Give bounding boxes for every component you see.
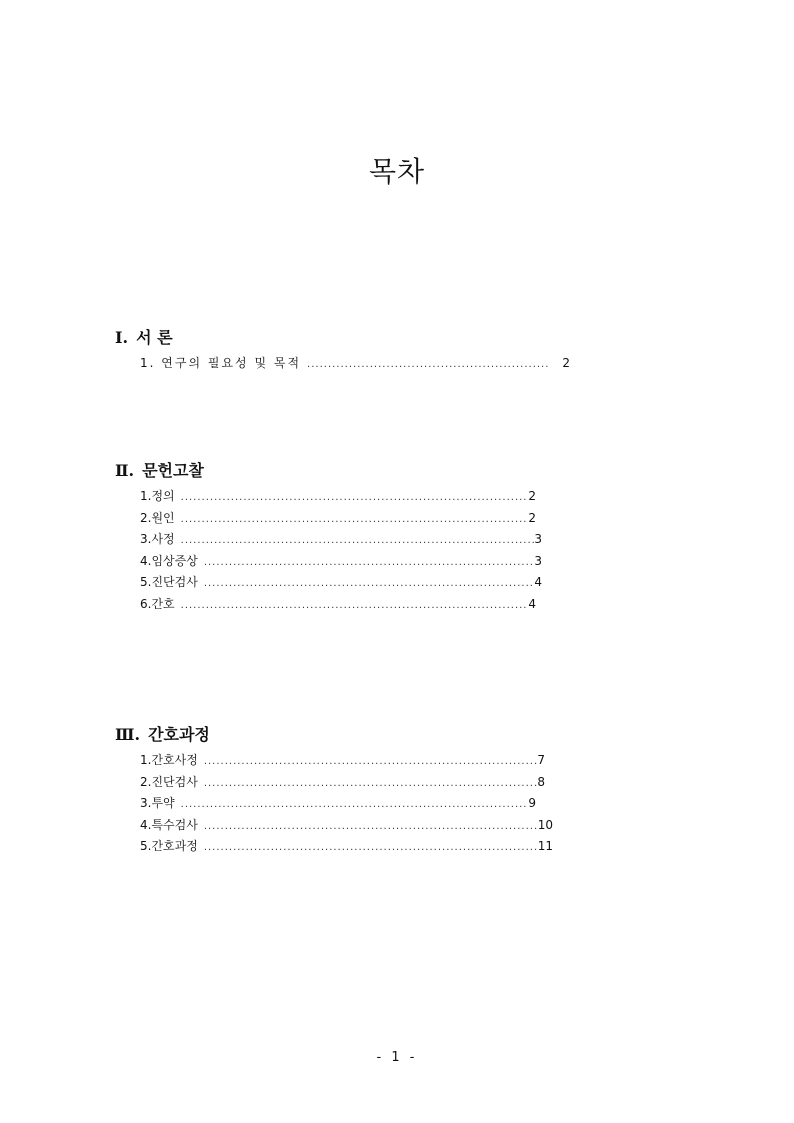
toc-entry-label: 5.간호과정: [140, 839, 198, 853]
toc-entry-page: 4: [534, 575, 542, 589]
dot-leader: [181, 794, 529, 816]
toc-section-introduction: [115, 327, 595, 375]
toc-entry-label: 3.투약: [140, 796, 175, 810]
toc-section-nursing-process: [115, 724, 595, 858]
dot-leader: [181, 509, 529, 531]
dot-leader: [181, 595, 529, 617]
section-heading: [115, 460, 595, 482]
toc-entry-page: 3: [534, 532, 542, 546]
toc-entry-page: 7: [537, 753, 545, 767]
page-title: 목차: [368, 155, 426, 188]
toc-entry-page: 2: [528, 510, 536, 525]
dot-leader: [181, 487, 529, 509]
section-numeral: Ⅲ.: [115, 725, 141, 744]
dot-leader: [204, 837, 538, 859]
section-title: 간호과정: [148, 725, 210, 744]
page-number: - 1 -: [376, 1050, 418, 1065]
toc-entry-label: 1. 연구의 필요성 및 목적: [140, 356, 302, 370]
dot-leader: [204, 773, 538, 795]
toc-entry[interactable]: [140, 750, 545, 772]
toc-entry-label: 4.임상증상: [140, 553, 198, 568]
toc-entry[interactable]: [140, 815, 553, 837]
toc-entry[interactable]: [140, 594, 536, 616]
toc-list: [115, 353, 595, 375]
toc-entry-page: 4: [528, 596, 536, 611]
dot-leader: [204, 552, 535, 574]
section-heading: [115, 724, 595, 746]
toc-entry[interactable]: [140, 551, 542, 573]
toc-entry[interactable]: [140, 508, 536, 530]
toc-entry-label: 1.간호사정: [140, 753, 198, 767]
toc-entry-page: 3: [534, 553, 542, 568]
toc-entry[interactable]: [140, 772, 545, 794]
toc-entry-label: 6.간호: [140, 596, 175, 611]
toc-entry[interactable]: [140, 486, 536, 508]
toc-entry-page: 10: [537, 817, 553, 832]
dot-leader: [181, 530, 535, 552]
toc-entry[interactable]: [140, 836, 553, 858]
toc-entry-label: 4.특수검사: [140, 817, 198, 832]
dot-leader: [204, 751, 538, 773]
toc-entry-label: 5.진단검사: [140, 575, 198, 589]
dot-leader: [204, 816, 538, 838]
toc-entry-page: 9: [528, 796, 536, 810]
toc-list: [115, 486, 595, 615]
section-title: 서 론: [136, 328, 173, 347]
toc-entry-label: 2.원인: [140, 510, 175, 525]
dot-leader: [307, 354, 548, 376]
toc-entry-page: 2: [562, 356, 570, 370]
section-numeral: Ⅰ.: [115, 328, 129, 347]
toc-entry[interactable]: [140, 353, 570, 375]
toc-entry-label: 2.진단검사: [140, 774, 198, 789]
toc-list: [115, 750, 595, 858]
toc-entry-page: 2: [528, 489, 536, 503]
toc-entry[interactable]: [140, 572, 542, 594]
toc-entry-label: 1.정의: [140, 489, 175, 503]
section-heading: [115, 327, 595, 349]
toc-section-literature-review: [115, 460, 595, 615]
toc-entry[interactable]: [140, 529, 542, 551]
section-numeral: Ⅱ.: [115, 461, 135, 480]
section-title: 문헌고찰: [142, 461, 204, 480]
dot-leader: [204, 573, 535, 595]
toc-entry[interactable]: [140, 793, 536, 815]
toc-entry-page: 11: [537, 839, 553, 853]
toc-entry-label: 3.사정: [140, 532, 175, 546]
toc-entry-page: 8: [537, 774, 545, 789]
